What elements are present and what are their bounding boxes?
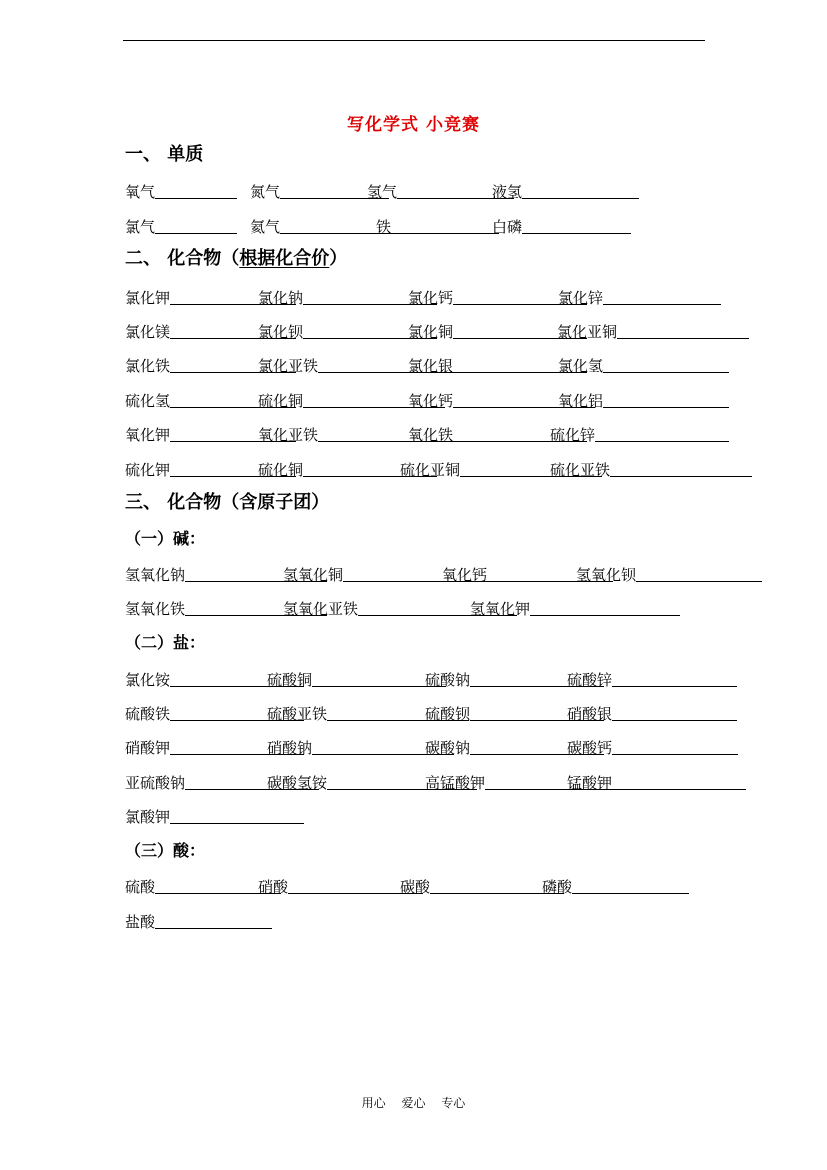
compound-name: 氢氧化铁 — [125, 600, 186, 618]
answer-blank[interactable] — [530, 615, 680, 616]
formula-item — [258, 873, 423, 897]
compound-name: 氢氧化钡 — [576, 566, 637, 584]
formula-item — [567, 700, 737, 724]
compound-name: 氯化钙 — [408, 289, 454, 307]
compound-name: 亚硫酸钠 — [125, 774, 186, 792]
compound-name: 氯化钾 — [125, 289, 171, 307]
heading-underlined: 根据化合价 — [239, 248, 330, 269]
answer-blank[interactable] — [612, 720, 737, 721]
header-rule — [123, 40, 705, 41]
formula-item — [567, 769, 746, 793]
answer-blank[interactable] — [612, 789, 746, 790]
compound-name: 氯化钡 — [258, 323, 304, 341]
heading-prefix: 二、 化合物（ — [125, 248, 240, 269]
formula-item — [567, 734, 738, 758]
answer-blank[interactable] — [610, 476, 752, 477]
formula-item — [492, 178, 639, 202]
formula-item — [376, 213, 499, 237]
compound-name: 硝酸钠 — [267, 739, 313, 757]
answer-blank[interactable] — [603, 407, 729, 408]
compound-name: 氧化钙 — [408, 392, 454, 410]
formula-item — [558, 284, 721, 308]
section-heading-radicals: 三、 化合物（含原子团） — [125, 492, 330, 513]
formula-item — [542, 873, 689, 897]
formula-row — [0, 284, 827, 308]
compound-name: 氧化铝 — [558, 392, 604, 410]
compound-name: 氯化锌 — [558, 289, 604, 307]
compound-name: 铁 — [376, 218, 392, 236]
section-heading-compounds — [125, 247, 347, 271]
formula-item — [576, 561, 762, 585]
compound-name: 硫酸铁 — [125, 705, 171, 723]
formula-item — [558, 352, 729, 376]
compound-name: 氮气 — [250, 183, 281, 201]
compound-name: 磷酸 — [542, 878, 573, 896]
answer-blank[interactable] — [612, 754, 738, 755]
formula-item — [125, 908, 272, 932]
formula-item — [492, 213, 631, 237]
compound-name: 氧化亚铁 — [258, 426, 319, 444]
compound-name: 氯化铁 — [125, 357, 171, 375]
compound-name: 氯气 — [125, 218, 156, 236]
page-footer: 用心 爱心 专心 — [361, 1096, 466, 1110]
compound-name: 硫化亚铜 — [400, 461, 461, 479]
formula-item — [550, 421, 729, 445]
formula-item — [400, 873, 564, 897]
compound-name: 氯化亚铁 — [258, 357, 319, 375]
formula-row — [0, 700, 827, 724]
formula-item — [125, 178, 237, 202]
compound-name: 碳酸氢铵 — [267, 774, 328, 792]
compound-name: 氧化钾 — [125, 426, 171, 444]
answer-blank[interactable] — [603, 304, 721, 305]
formula-item — [550, 456, 752, 480]
formula-row — [0, 421, 827, 445]
answer-blank[interactable] — [612, 686, 737, 687]
compound-name: 硫化钾 — [125, 461, 171, 479]
subsection-acids: （三）酸： — [125, 841, 206, 860]
answer-blank[interactable] — [155, 233, 237, 234]
compound-name: 氯酸钾 — [125, 808, 171, 826]
answer-blank[interactable] — [603, 372, 729, 373]
compound-name: 碳酸钙 — [567, 739, 613, 757]
formula-row — [0, 769, 827, 793]
answer-blank[interactable] — [522, 198, 639, 199]
compound-name: 氯化银 — [408, 357, 454, 375]
compound-name: 盐酸 — [125, 913, 156, 931]
answer-blank[interactable] — [522, 233, 631, 234]
formula-item — [267, 666, 446, 690]
answer-blank[interactable] — [595, 441, 729, 442]
compound-name: 白磷 — [492, 218, 523, 236]
compound-name: 硫化亚铁 — [550, 461, 611, 479]
formula-item — [470, 595, 680, 619]
formula-row — [0, 352, 827, 376]
compound-name: 硫化氢 — [125, 392, 171, 410]
formula-row — [0, 561, 827, 585]
answer-blank[interactable] — [155, 928, 272, 929]
formula-row — [0, 803, 827, 827]
section-heading-elements: 一、 单质 — [125, 144, 204, 165]
answer-blank[interactable] — [391, 233, 499, 234]
subsection-salts: （二）盐： — [125, 633, 206, 652]
compound-name: 高锰酸钾 — [425, 774, 486, 792]
compound-name: 碳酸钠 — [425, 739, 471, 757]
compound-name: 氯化铜 — [408, 323, 454, 341]
compound-name: 硫酸 — [125, 878, 156, 896]
compound-name: 硫化铜 — [258, 392, 304, 410]
formula-row — [0, 178, 827, 202]
compound-name: 硝酸 — [258, 878, 289, 896]
formula-row — [0, 456, 827, 480]
answer-blank[interactable] — [572, 893, 689, 894]
compound-name: 氧化铁 — [408, 426, 454, 444]
compound-name: 硫酸亚铁 — [267, 705, 328, 723]
heading-suffix: ） — [329, 248, 348, 269]
compound-name: 硝酸钾 — [125, 739, 171, 757]
compound-name: 氯化镁 — [125, 323, 171, 341]
compound-name: 硫酸锌 — [567, 671, 613, 689]
formula-item — [250, 213, 397, 237]
subsection-bases: （一）碱： — [125, 529, 206, 548]
compound-name: 硝酸银 — [567, 705, 613, 723]
answer-blank[interactable] — [170, 823, 304, 824]
formula-row — [0, 387, 827, 411]
formula-row — [0, 666, 827, 690]
compound-name: 氢氧化亚铁 — [283, 600, 359, 618]
formula-row — [0, 213, 827, 237]
compound-name: 氢氧化铜 — [283, 566, 344, 584]
formula-item — [125, 213, 237, 237]
compound-name: 硫化铜 — [258, 461, 304, 479]
compound-name: 液氢 — [492, 183, 523, 201]
compound-name: 氢氧化钾 — [470, 600, 531, 618]
formula-item — [558, 387, 729, 411]
formula-row — [0, 595, 827, 619]
formula-item — [567, 666, 737, 690]
compound-name: 氧气 — [125, 183, 156, 201]
compound-name: 氯化铵 — [125, 671, 171, 689]
compound-name: 氯化亚铜 — [557, 323, 618, 341]
formula-item — [125, 803, 304, 827]
compound-name: 锰酸钾 — [567, 774, 613, 792]
formula-row — [0, 873, 827, 897]
answer-blank[interactable] — [155, 198, 237, 199]
compound-name: 氧化钙 — [442, 566, 488, 584]
answer-blank[interactable] — [636, 581, 762, 582]
compound-name: 硫酸钠 — [425, 671, 471, 689]
formula-row — [0, 318, 827, 342]
answer-blank[interactable] — [617, 338, 749, 339]
compound-name: 硫酸铜 — [267, 671, 313, 689]
compound-name: 氢气 — [367, 183, 398, 201]
formula-item — [557, 318, 749, 342]
compound-name: 氯化钠 — [258, 289, 304, 307]
page-title: 写化学式 小竞赛 — [347, 115, 480, 135]
compound-name: 氦气 — [250, 218, 281, 236]
formula-row — [0, 734, 827, 758]
compound-name: 碳酸 — [400, 878, 431, 896]
compound-name: 氢氧化钠 — [125, 566, 186, 584]
compound-name: 硫化锌 — [550, 426, 596, 444]
compound-name: 氯化氢 — [558, 357, 604, 375]
formula-row — [0, 908, 827, 932]
compound-name: 硫酸钡 — [425, 705, 471, 723]
